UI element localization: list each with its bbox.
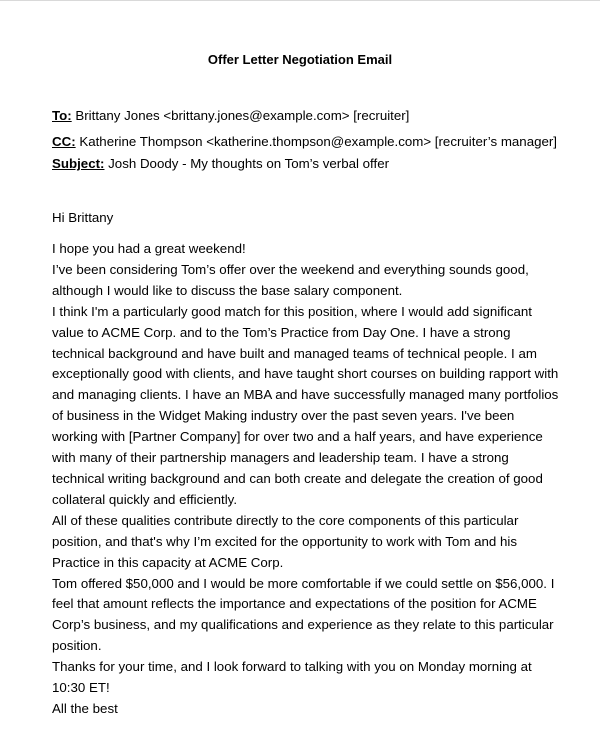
paragraph-2: I’ve been considering Tom’s offer over the weekend and everything sounds good, although I would like to discuss the base salary component.: [52, 261, 529, 298]
paragraph-5: Tom offered $50,000 and I would be more comfortable if we could settle on $56,000. I feel that amount reflects the importance and expectations of the position for ACME Corp’s business, and my qualifications and experience as they relate to this particular position.: [52, 575, 555, 654]
subject-label: Subject:: [52, 156, 105, 171]
sign-off: All the best: [52, 700, 118, 716]
cc-line: [52, 134, 557, 150]
paragraph-6: Thanks for your time, and I look forward to talking with you on Monday morning at 10:30 ET!: [52, 659, 532, 696]
greeting: Hi Brittany: [52, 210, 114, 225]
document-title: Offer Letter Negotiation Email: [207, 52, 393, 67]
paragraph-3: I think I'm a particularly good match for this position, where I would add significant value to ACME Corp. and to the Tom’s Practice from Day One. I have a strong technical background and have built and managed teams of technical people. I am exceptionally good with clients, and have taught short courses on building rapport with and managing clients. I have an MBA and have successfully managed many portfolios of business in the Widget Making industry over the past seven years. I've been working with [Partner Company] for over two and a half years, and have experience with many of their partnership managers and leadership team. I have a strong technical writing background and can both create and delegate the creation of good collateral quickly and efficiently.: [52, 303, 559, 507]
paragraph-4: All of these qualities contribute directly to the core components of this particular position, and that's why I’m excited for the opportunity to work with Tom and his Practice in this capacity at ACME Corp.: [52, 512, 519, 570]
cc-value: Katherine Thompson <katherine.thompson@example.com> [recruiter’s manager]: [75, 134, 557, 149]
paragraph-1: I hope you had a great weekend!: [52, 241, 246, 256]
subject-line: [52, 156, 389, 172]
to-value: Brittany Jones <brittany.jones@example.com> [recruiter]: [71, 108, 410, 123]
cc-label: CC:: [52, 134, 76, 149]
subject-value: Josh Doody - My thoughts on Tom’s verbal offer: [104, 156, 390, 171]
to-label: To:: [52, 108, 72, 123]
email-body: [52, 239, 562, 720]
to-line: [52, 108, 409, 124]
